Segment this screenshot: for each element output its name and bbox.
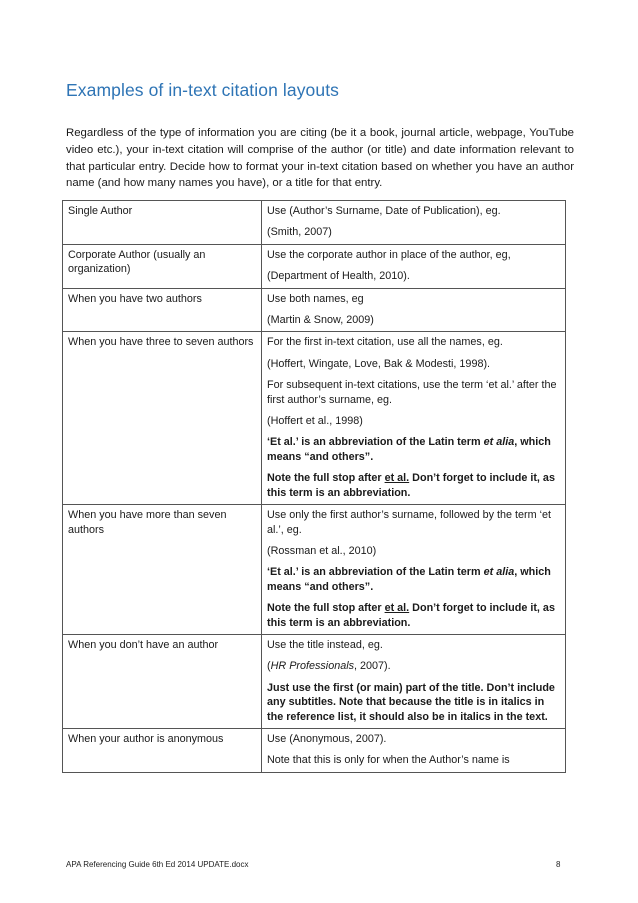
example-text: (Smith, 2007): [267, 226, 332, 239]
example-text: (Rossman et al., 2010): [267, 544, 377, 557]
example-text: (HR Professionals, 2007).: [267, 660, 391, 673]
note-text: Note that this is only for when the Author’s name is: [267, 754, 510, 767]
row-content-single-author: [262, 201, 566, 245]
et-al-note: ‘Et al.’ is an abbreviation of the Latin term et alia, which means “and others”.: [267, 566, 551, 593]
example-text: (Martin & Snow, 2009): [267, 314, 374, 327]
citation-table: [62, 200, 566, 773]
example-text: (Department of Health, 2010).: [267, 270, 410, 283]
table-row: [63, 332, 566, 505]
table-row: [63, 201, 566, 245]
row-label-more-than-seven: When you have more than seven authors: [63, 505, 262, 635]
table-row: [63, 634, 566, 728]
rule-text: For the first in-text citation, use all the names, eg.: [267, 336, 503, 349]
rule-text: Use (Anonymous, 2007).: [267, 732, 387, 745]
table-row: [63, 728, 566, 772]
et-al-note: ‘Et al.’ is an abbreviation of the Latin term et alia, which means “and others”.: [267, 436, 551, 463]
page-heading: Examples of in-text citation layouts: [66, 80, 340, 100]
row-content-corporate-author: [262, 244, 566, 288]
footer-doc-name: APA Referencing Guide 6th Ed 2014 UPDATE.docx: [66, 860, 249, 869]
table-row: [63, 288, 566, 332]
table-row: [63, 244, 566, 288]
rule-text: Use (Author’s Surname, Date of Publication), eg.: [267, 205, 501, 217]
row-label-corporate-author: Corporate Author (usually an organization): [63, 244, 262, 288]
row-content-three-to-seven: [262, 332, 566, 505]
rule-text: Use both names, eg: [267, 292, 364, 305]
row-label-anonymous: When your author is anonymous: [63, 728, 262, 772]
rule-text: Use only the first author’s surname, followed by the term ‘et al.’, eg.: [267, 509, 552, 536]
rule-text: Use the corporate author in place of the author, eg,: [267, 248, 511, 261]
intro-paragraph: Regardless of the type of information you are citing (be it a book, journal article, webpage, YouTube video etc.), your in-text citation will comprise of the author (or title) and date information relevant to that particular entry. Decide how to format your in-text citation based on whether you have an author name (and how many names you have), or a title for that entry.: [66, 127, 574, 190]
row-label-no-author: When you don’t have an author: [63, 634, 262, 728]
row-label-single-author: Single Author: [63, 201, 262, 245]
rule-text: For subsequent in-text citations, use the term ‘et al.’ after the first author’s surname, eg.: [267, 379, 557, 406]
row-content-anonymous: [262, 728, 566, 772]
table-row: [63, 505, 566, 635]
title-note: Just use the first (or main) part of the title. Don’t include any subtitles. Note that because the title is in italics in the reference list, it should also be in italics in the text.: [267, 681, 555, 723]
row-label-three-to-seven: When you have three to seven authors: [63, 332, 262, 505]
full-stop-note: Note the full stop after et al. Don’t forget to include it, as this term is an abbreviation.: [267, 472, 555, 499]
footer-page-number: 8: [556, 860, 561, 869]
example-text: (Hoffert et al., 1998): [267, 415, 363, 428]
example-text: (Hoffert, Wingate, Love, Bak & Modesti, 1998).: [267, 357, 491, 370]
row-label-two-authors: When you have two authors: [63, 288, 262, 332]
row-content-two-authors: [262, 288, 566, 332]
rule-text: Use the title instead, eg.: [267, 638, 383, 651]
full-stop-note: Note the full stop after et al. Don’t forget to include it, as this term is an abbreviation.: [267, 602, 555, 629]
row-content-more-than-seven: [262, 505, 566, 635]
row-content-no-author: [262, 634, 566, 728]
